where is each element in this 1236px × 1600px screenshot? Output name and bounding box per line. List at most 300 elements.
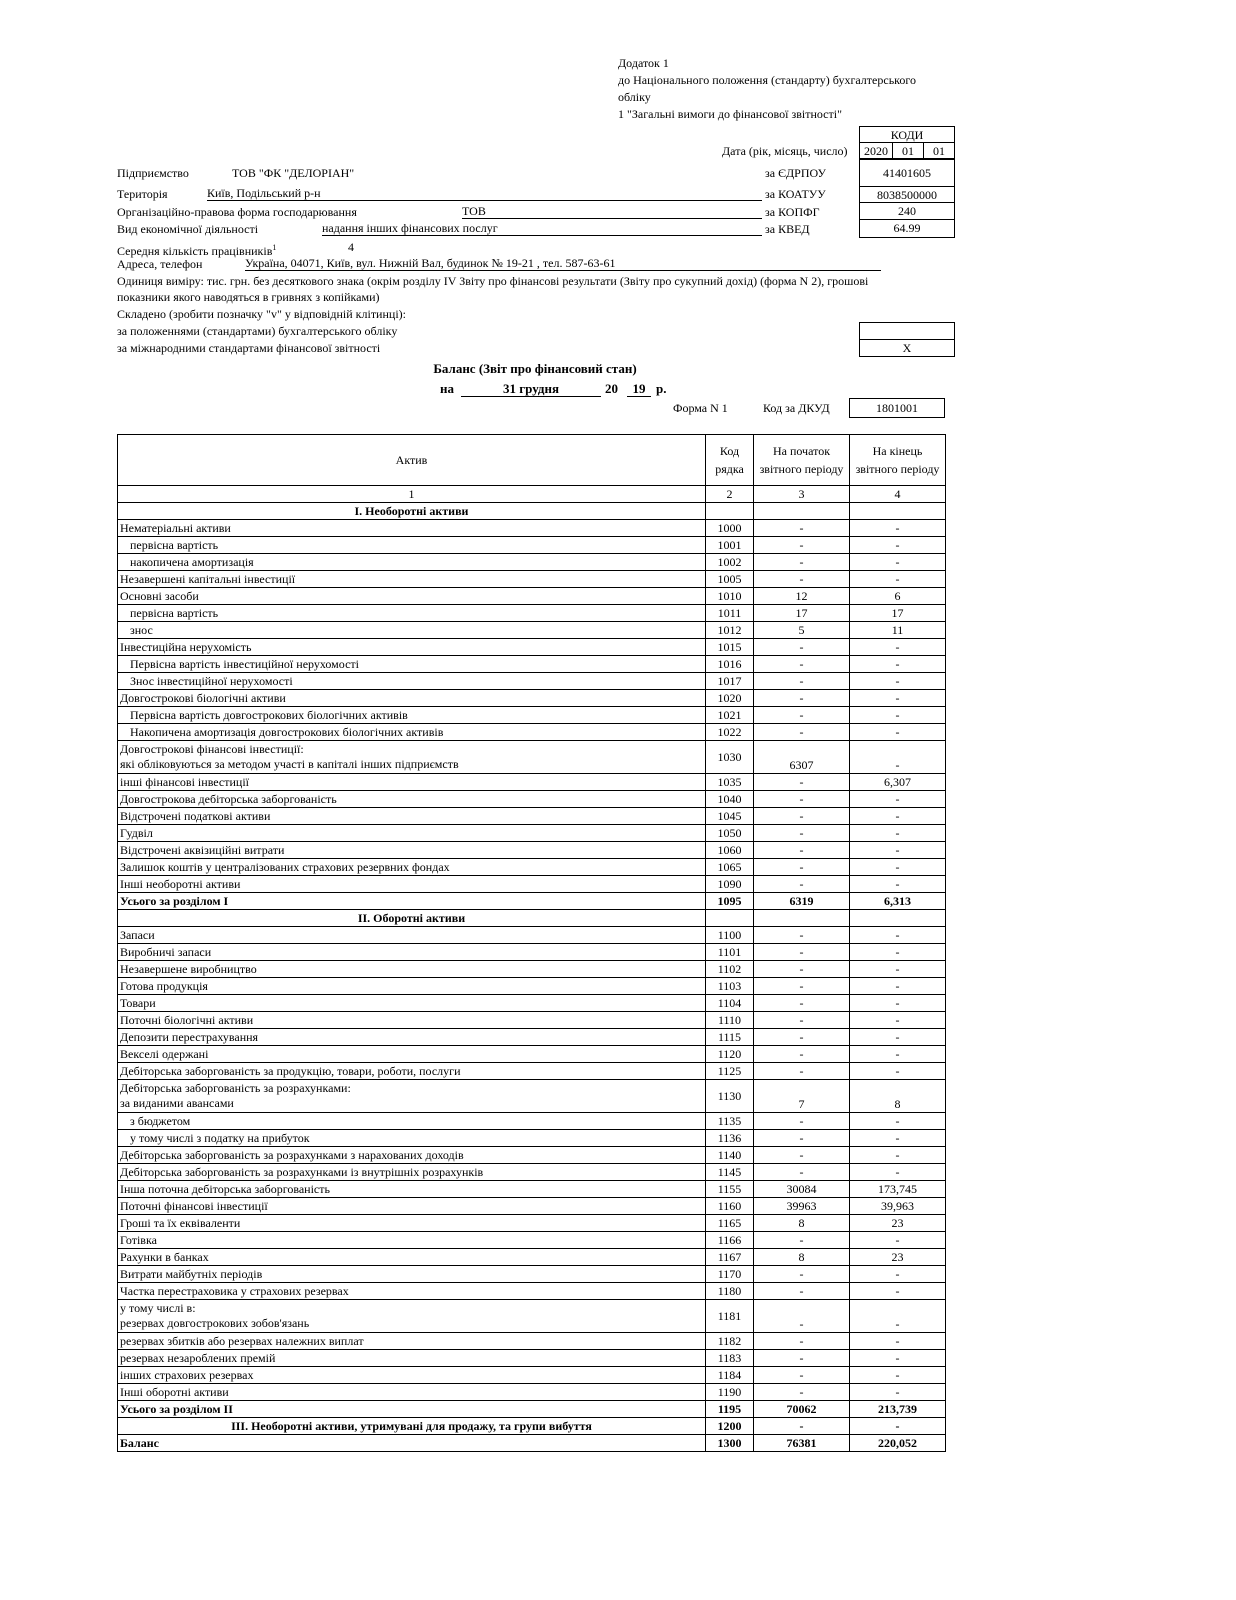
table-row [118,1063,946,1080]
row-label: II. Оборотні активи [118,910,706,927]
row-code: 1020 [706,690,754,707]
row-code: 1090 [706,876,754,893]
row-start-value: - [754,808,850,825]
unit-line-1: Одиниця виміру: тис. грн. без десяткового знака (окрім розділу IV Звіту про фінансові результати (Звіту про сукупний дохід) (форма N 2), грошові [117,274,869,288]
row-end-value: 23 [850,1215,946,1232]
row-end-value: - [850,859,946,876]
row-end-value: - [850,1350,946,1367]
row-end-value: 6,313 [850,893,946,910]
table-row [118,978,946,995]
kved-value: 64.99 [859,219,955,238]
row-code: 1101 [706,944,754,961]
table-row [118,961,946,978]
row-code: 1182 [706,1333,754,1350]
row-code: 1065 [706,859,754,876]
koatuu-label: за КОАТУУ [765,187,826,201]
row-end-value: - [850,639,946,656]
table-row [118,842,946,859]
table-row [118,605,946,622]
table-row [118,1435,946,1452]
page-title: Баланс (Звіт про фінансовий стан) [433,361,637,376]
row-end-value: 213,739 [850,1401,946,1418]
row-end-value: - [850,571,946,588]
table-row [118,639,946,656]
row-start-value: 12 [754,588,850,605]
row-label [118,1080,706,1113]
table-row [118,1333,946,1350]
row-end-value: 17 [850,605,946,622]
row-code: 1166 [706,1232,754,1249]
row-code: 1001 [706,537,754,554]
row-code: 1016 [706,656,754,673]
col-number-1: 1 [118,486,706,503]
row-label: у тому числі з податку на прибуток [118,1130,706,1147]
row-label: первісна вартість [118,537,706,554]
table-row [118,1384,946,1401]
row-code: 1000 [706,520,754,537]
row-code: 1100 [706,927,754,944]
date-day: 01 [923,142,955,159]
row-start-value: - [754,1367,850,1384]
employees-value: 4 [348,240,354,254]
row-label: первісна вартість [118,605,706,622]
row-end-value: - [850,537,946,554]
row-start-value: - [754,774,850,791]
row-label: III. Необоротні активи, утримувані для продажу, та групи вибуття [118,1418,706,1435]
table-row [118,859,946,876]
row-start-value: - [754,1300,850,1333]
row-label: Відстрочені аквізиційні витрати [118,842,706,859]
codes-header: КОДИ [859,126,955,143]
table-row [118,1181,946,1198]
row-end-value: - [850,1012,946,1029]
table-row [118,1418,946,1435]
row-label: Незавершені капітальні інвестиції [118,571,706,588]
table-row [118,656,946,673]
row-code: 1125 [706,1063,754,1080]
table-row [118,588,946,605]
row-start-value: - [754,690,850,707]
row-start-value: 8 [754,1215,850,1232]
col-number-3: 3 [754,486,850,503]
table-row [118,1113,946,1130]
table-row [118,707,946,724]
row-label: Поточні біологічні активи [118,1012,706,1029]
row-label: Дебіторська заборгованість за розрахунками з нарахованих доходів [118,1147,706,1164]
row-label: Гроші та їх еквіваленти [118,1215,706,1232]
row-label-line-1: Дебіторська заборгованість за розрахунками: [120,1081,351,1095]
row-end-value: - [850,1367,946,1384]
row-code: 1167 [706,1249,754,1266]
activity-value: надання інших фінансових послуг [322,221,762,236]
row-code: 1035 [706,774,754,791]
balance-table [117,434,946,1452]
row-code: 1181 [706,1300,754,1333]
row-end-value: 173,745 [850,1181,946,1198]
row-code: 1155 [706,1181,754,1198]
row-start-value [754,910,850,927]
by-national-label: за положеннями (стандартами) бухгалтерського обліку [117,324,398,338]
row-code: 1145 [706,1164,754,1181]
koatuu-value: 8038500000 [859,186,955,203]
row-label-line-2: за виданими авансами [120,1096,234,1110]
appendix-line-3: обліку [618,90,651,104]
employees-footnote: 1 [272,243,277,252]
form-label: Форма N 1 [673,401,728,415]
row-end-value: - [850,1130,946,1147]
table-row [118,673,946,690]
table-row [118,1046,946,1063]
row-start-value: 7 [754,1080,850,1113]
territory-value: Київ, Подільський р-н [207,186,762,201]
unit-line-2: показники якого наводяться в гривнях з копійками) [117,290,380,304]
row-start-value: 70062 [754,1401,850,1418]
table-row [118,1164,946,1181]
row-label: Первісна вартість інвестиційної нерухомості [118,656,706,673]
table-row [118,554,946,571]
row-label: Накопичена амортизація довгострокових біологічних активів [118,724,706,741]
row-start-value: - [754,571,850,588]
row-code: 1095 [706,893,754,910]
date-month: 01 [892,142,924,159]
table-row [118,774,946,791]
header-asset: Актив [118,435,706,486]
table-row [118,1215,946,1232]
table-row [118,1367,946,1384]
by-national-box[interactable] [859,322,955,340]
row-label: I. Необоротні активи [118,503,706,520]
row-start-value: - [754,1418,850,1435]
row-start-value: 5 [754,622,850,639]
table-row [118,1130,946,1147]
row-end-value: - [850,978,946,995]
row-code: 1015 [706,639,754,656]
row-label: Векселі одержані [118,1046,706,1063]
row-start-value: - [754,1384,850,1401]
address-value: Україна, 04071, Київ, вул. Нижній Вал, будинок № 19-21 , тел. 587-63-61 [245,256,881,271]
table-row [118,927,946,944]
activity-label: Вид економічної діяльності [117,222,259,236]
row-code: 1110 [706,1012,754,1029]
row-label: Усього за розділом II [118,1401,706,1418]
row-label [118,741,706,774]
row-end-value [850,910,946,927]
row-label: Інвестиційна нерухомість [118,639,706,656]
row-code: 1104 [706,995,754,1012]
title-on: на [440,381,454,396]
title-year-suffix: 19 [627,382,651,397]
row-code: 1120 [706,1046,754,1063]
kopfg-value: 240 [859,202,955,220]
row-start-value: 17 [754,605,850,622]
appendix-line-4: 1 "Загальні вимоги до фінансової звітності" [618,107,842,121]
row-end-value: - [850,1384,946,1401]
row-label: Готова продукція [118,978,706,995]
row-start-value: 76381 [754,1435,850,1452]
row-label: резервах незароблених премій [118,1350,706,1367]
row-end-value: - [850,1333,946,1350]
row-start-value: - [754,978,850,995]
row-start-value: - [754,520,850,537]
row-start-value: - [754,842,850,859]
row-end-value: - [850,1147,946,1164]
row-label: Інша поточна дебіторська заборгованість [118,1181,706,1198]
row-start-value: - [754,1147,850,1164]
row-start-value: - [754,1113,850,1130]
table-row [118,1198,946,1215]
row-end-value: - [850,741,946,774]
table-row [118,825,946,842]
row-code: 1195 [706,1401,754,1418]
row-start-value: - [754,995,850,1012]
row-end-value: - [850,1232,946,1249]
row-code: 1135 [706,1113,754,1130]
header-start: На початок звітного періоду [754,435,850,486]
row-end-value: 220,052 [850,1435,946,1452]
table-row [118,944,946,961]
table-row [118,808,946,825]
row-end-value: 11 [850,622,946,639]
title-year-prefix: 20 [605,381,618,396]
row-code: 1045 [706,808,754,825]
table-row [118,995,946,1012]
row-code: 1170 [706,1266,754,1283]
row-end-value: - [850,1046,946,1063]
by-ifrs-label: за міжнародними стандартами фінансової звітності [117,341,381,355]
row-start-value: - [754,1232,850,1249]
row-end-value: - [850,707,946,724]
row-label: знос [118,622,706,639]
row-label: Частка перестраховика у страхових резервах [118,1283,706,1300]
row-label: інші фінансові інвестиції [118,774,706,791]
row-code [706,910,754,927]
table-row [118,876,946,893]
row-code: 1030 [706,741,754,774]
row-code: 1060 [706,842,754,859]
row-code: 1021 [706,707,754,724]
edrpou-label: за ЄДРПОУ [765,166,827,180]
row-start-value: - [754,639,850,656]
row-start-value: - [754,825,850,842]
row-end-value: - [850,791,946,808]
row-start-value: 6307 [754,741,850,774]
table-row [118,571,946,588]
kopfg-label: за КОПФГ [765,205,820,219]
row-label: Первісна вартість довгострокових біологічних активів [118,707,706,724]
row-label: Витрати майбутніх періодів [118,1266,706,1283]
row-start-value: 8 [754,1249,850,1266]
row-label: Дебіторська заборгованість за продукцію, товари, роботи, послуги [118,1063,706,1080]
header-end: На кінець звітного періоду [850,435,946,486]
table-row [118,1350,946,1367]
row-end-value: - [850,995,946,1012]
table-row [118,893,946,910]
appendix-line-2: до Національного положення (стандарту) бухгалтерського [618,73,917,87]
row-start-value: 6319 [754,893,850,910]
row-end-value: - [850,808,946,825]
table-row [118,1266,946,1283]
row-start-value: - [754,791,850,808]
row-code: 1183 [706,1350,754,1367]
table-row [118,1283,946,1300]
legal-form-label: Організаційно-правова форма господарювання [117,205,357,219]
edrpou-value: 41401605 [859,159,955,187]
row-code: 1160 [706,1198,754,1215]
table-row [118,910,946,927]
employees-label: Середня кількість працівників$^1$ [117,243,277,258]
row-end-value: - [850,1283,946,1300]
date-year: 2020 [859,142,893,159]
row-start-value: - [754,961,850,978]
row-label: з бюджетом [118,1113,706,1130]
row-code: 1017 [706,673,754,690]
row-start-value: - [754,859,850,876]
row-start-value: - [754,537,850,554]
row-end-value: - [850,554,946,571]
row-end-value: - [850,927,946,944]
territory-label: Територія [117,187,168,201]
row-code: 1200 [706,1418,754,1435]
row-start-value: - [754,1350,850,1367]
row-label: Залишок коштів у централізованих страхових резервних фондах [118,859,706,876]
row-start-value: - [754,673,850,690]
enterprise-label: Підприємство [117,166,189,180]
compiled-label: Складено (зробити позначку "v" у відповідній клітинці): [117,307,406,321]
row-code: 1005 [706,571,754,588]
table-row [118,537,946,554]
row-end-value: - [850,1029,946,1046]
table-header-row [118,435,946,486]
row-label-line-1: Довгострокові фінансові інвестиції: [120,742,304,756]
row-end-value: 8 [850,1080,946,1113]
row-label-line-2: резервах довгострокових зобов'язань [120,1316,310,1330]
row-end-value: 39,963 [850,1198,946,1215]
row-code: 1022 [706,724,754,741]
row-end-value: - [850,673,946,690]
row-code: 1300 [706,1435,754,1452]
row-start-value: - [754,927,850,944]
row-code: 1010 [706,588,754,605]
header-code: Код рядка [706,435,754,486]
legal-form-value: ТОВ [462,204,762,219]
row-end-value: - [850,1113,946,1130]
row-label: інших страхових резервах [118,1367,706,1384]
row-label: Знос інвестиційної нерухомості [118,673,706,690]
table-row [118,1249,946,1266]
row-label: Дебіторська заборгованість за розрахунками із внутрішніх розрахунків [118,1164,706,1181]
table-row [118,503,946,520]
row-end-value: - [850,690,946,707]
row-code: 1011 [706,605,754,622]
row-label: Незавершене виробництво [118,961,706,978]
row-start-value: 30084 [754,1181,850,1198]
row-code: 1190 [706,1384,754,1401]
row-end-value: - [850,1418,946,1435]
row-start-value: - [754,1012,850,1029]
row-start-value: - [754,656,850,673]
column-number-row [118,486,946,503]
row-start-value: - [754,876,850,893]
row-code: 1165 [706,1215,754,1232]
row-label-line-1: у тому числі в: [120,1301,196,1315]
table-row [118,520,946,537]
col-number-4: 4 [850,486,946,503]
appendix-line-1: Додаток 1 [618,56,669,70]
row-label: резервах збитків або резервах належних виплат [118,1333,706,1350]
row-start-value: - [754,554,850,571]
row-code: 1050 [706,825,754,842]
row-end-value: - [850,656,946,673]
table-row [118,690,946,707]
row-start-value: - [754,1029,850,1046]
enterprise-value: ТОВ "ФК "ДЕЛОРІАН" [232,166,355,180]
row-start-value: - [754,1266,850,1283]
row-start-value: - [754,1283,850,1300]
row-label: Відстрочені податкові активи [118,808,706,825]
table-row [118,622,946,639]
row-label: Усього за розділом I [118,893,706,910]
row-start-value: 39963 [754,1198,850,1215]
title-date: 31 грудня [461,382,601,397]
row-code: 1136 [706,1130,754,1147]
table-row [118,791,946,808]
row-label: Баланс [118,1435,706,1452]
row-label: Запаси [118,927,706,944]
address-label: Адреса, телефон [117,257,203,271]
date-label: Дата (рік, місяць, число) [722,144,848,158]
row-end-value: - [850,1300,946,1333]
row-start-value: - [754,1333,850,1350]
row-label: Довгострокова дебіторська заборгованість [118,791,706,808]
row-end-value: - [850,825,946,842]
row-end-value [850,503,946,520]
row-end-value: - [850,520,946,537]
by-ifrs-box[interactable]: X [859,339,955,357]
row-end-value: - [850,842,946,859]
row-end-value: - [850,724,946,741]
row-code: 1140 [706,1147,754,1164]
table-row [118,1012,946,1029]
row-code: 1040 [706,791,754,808]
row-start-value: - [754,944,850,961]
row-code: 1103 [706,978,754,995]
row-code: 1184 [706,1367,754,1384]
table-row [118,1300,946,1333]
row-end-value: - [850,944,946,961]
table-row [118,1401,946,1418]
row-code: 1012 [706,622,754,639]
row-label: Товари [118,995,706,1012]
row-label: Гудвіл [118,825,706,842]
row-start-value: - [754,724,850,741]
row-end-value: 6 [850,588,946,605]
row-code: 1115 [706,1029,754,1046]
row-start-value: - [754,1046,850,1063]
row-end-value: - [850,1164,946,1181]
row-end-value: 6,307 [850,774,946,791]
row-code: 1102 [706,961,754,978]
row-label: Рахунки в банках [118,1249,706,1266]
col-number-2: 2 [706,486,754,503]
row-start-value: - [754,1164,850,1181]
table-row [118,741,946,774]
row-start-value: - [754,707,850,724]
row-label [118,1300,706,1333]
row-label: Готівка [118,1232,706,1249]
row-label: Поточні фінансові інвестиції [118,1198,706,1215]
row-start-value: - [754,1063,850,1080]
row-end-value: - [850,876,946,893]
